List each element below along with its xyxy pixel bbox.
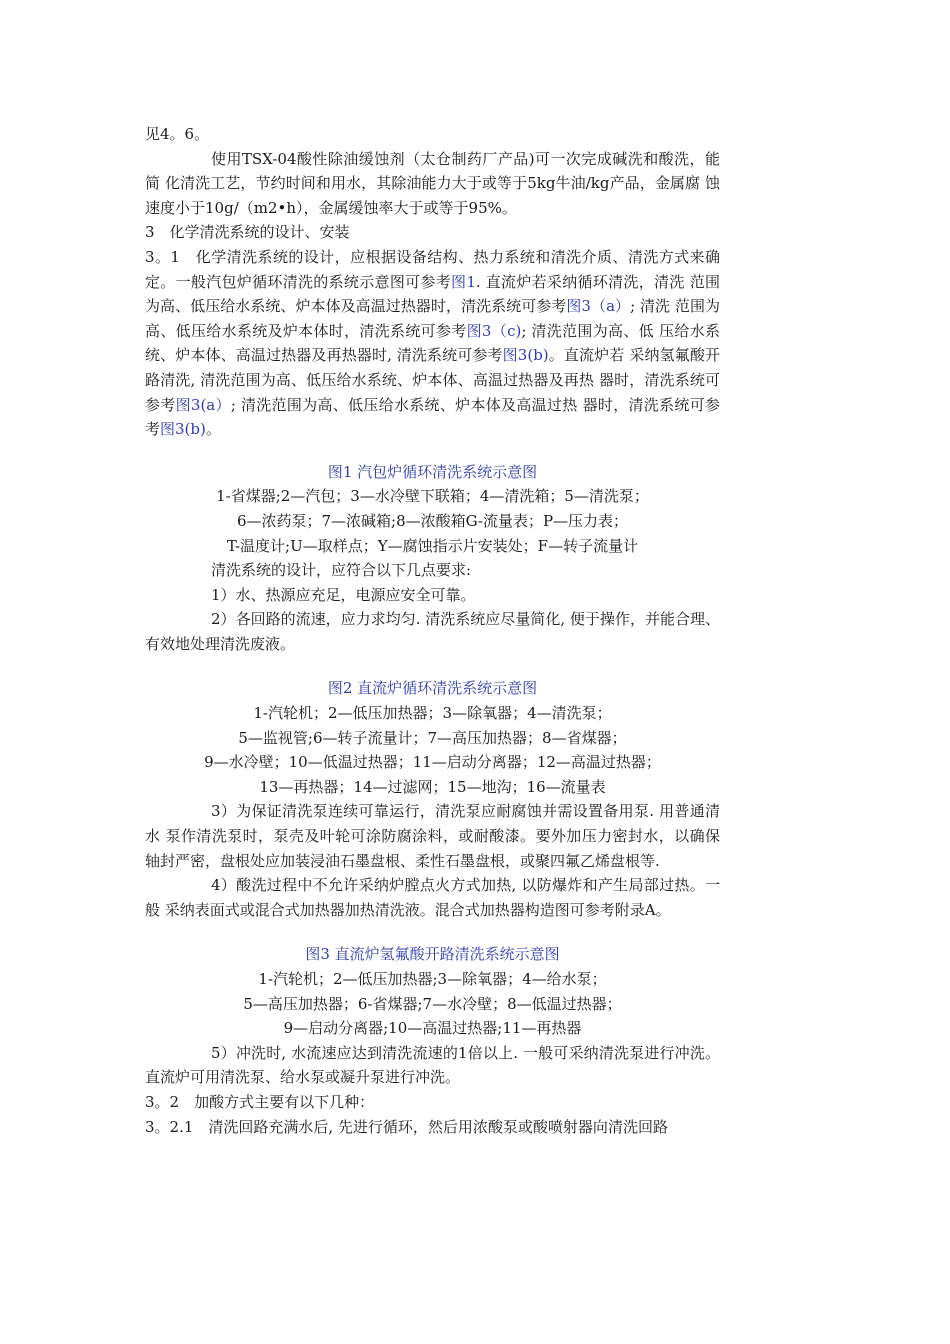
figure-2-caption: 图2 直流炉循环清洗系统示意图 xyxy=(327,679,538,698)
section-heading-3: 3 化学清洗系统的设计、安装 xyxy=(145,223,350,242)
requirements-intro: 清洗系统的设计，应符合以下几点要求: xyxy=(211,561,472,580)
requirement-4: 4）酸洗过程中不允许采纳炉膛点火方式加热, 以防爆炸和产生局部过热。一般 采纳表面式或混合式加热器加热清洗液。混合式加热器构造图可参考附录A。 xyxy=(145,876,720,919)
figure-link-1[interactable]: 图1 xyxy=(451,272,476,291)
spacer xyxy=(145,656,720,676)
figure-1-caption: 图1 汽包炉循环清洗系统示意图 xyxy=(327,462,538,481)
figure-link-3c[interactable]: 图3（c) xyxy=(466,321,522,340)
figure-link-3b[interactable]: 图3(b) xyxy=(160,420,206,439)
paragraph-3-1 xyxy=(145,245,720,442)
spacer xyxy=(145,922,720,942)
figure-2-legend-line: 9—水冷壁；10—低温过热器；11—启动分离器；12—高温过热器； xyxy=(204,753,661,772)
requirement-5: 5）冲洗时, 水流速应达到清洗流速的1倍以上. 一般可采纳清洗泵进行冲洗。 直流炉可用清洗泵、给水泵或凝升泵进行冲洗。 xyxy=(145,1043,720,1087)
figure-1-legend-line: 1-省煤器;2—汽包；3—水冷壁下联箱；4—清洗箱；5—清洗泵； xyxy=(216,487,649,506)
figure-1-legend-line: 6—浓药泵；7—浓碱箱;8—浓酸箱G-流量表；P—压力表； xyxy=(236,511,629,530)
text-run: ; 清洗 范围为高、低压给水系统及炉本体时，清洗系统可参考 xyxy=(145,297,720,340)
figure-3-caption: 图3 直流炉氢氟酸开路清洗系统示意图 xyxy=(305,945,560,964)
text-line: 见4。6。 xyxy=(145,125,210,143)
figure-1-legend-line: T-温度计;U—取样点；Y—腐蚀指示片安装处；F—转子流量计 xyxy=(226,536,639,555)
text-run: 。直流炉若 采纳氢氟酸开路清洗, 清洗范围为高、低压给水系统、炉本体、高温过热器及再热 器时，清洗系统可参考 xyxy=(145,346,720,414)
text-run: 3。1 化学清洗系统的设计，应根据设备结构、热力系统和清洗介质、清洗方式来确 定。一般汽包炉循环清洗的系统示意图可参考 xyxy=(145,247,720,291)
figure-3-legend-line: 5—高压加热器；6-省煤器;7—水冷壁；8—低温过热器； xyxy=(243,994,622,1013)
figure-link-3b[interactable]: 图3(b) xyxy=(502,346,549,365)
figure-2-legend-line: 1-汽轮机；2—低压加热器；3—除氧器；4—清洗泵； xyxy=(253,704,612,723)
figure-3-legend-line: 1-汽轮机；2—低压加热器;3—除氧器；4—给水泵； xyxy=(258,970,607,988)
requirement-2: 2）各回路的流速，应力求均匀. 清洗系统应尽量简化, 便于操作，并能合理、 有效地处理清洗废液。 xyxy=(145,610,720,653)
figure-2-legend-line: 5—监视管;6—转子流量计；7—高压加热器；8—省煤器； xyxy=(238,728,627,747)
figure-3-legend-line: 9—启动分离器;10—高温过热器;11—再热器 xyxy=(283,1019,582,1038)
figure-link-3a[interactable]: 图3(a） xyxy=(175,395,231,414)
paragraph-tsx04: 使用TSX-04酸性除油缓蚀剂（太仓制药厂产品)可一次完成碱洗和酸洗，能简 化清洗工艺，节约时间和用水，其除油能力大于或等于5kg牛油/kg产品，金属腐 蚀速度小于10g/（m2•h），金属缓蚀率大于或等于95%。 xyxy=(145,149,720,217)
text-run: ; 清洗范围为高、低 压给水系统、炉本体、高温过热器及再热器时, 清洗系统可参考 xyxy=(145,321,721,365)
document-page xyxy=(145,122,720,1139)
figure-link-3a[interactable]: 图3（a） xyxy=(566,297,631,316)
text-run: . 直流炉若采纳循环清洗，清洗 范围为高、低压给水系统、炉本体及高温过热器时，清洗系统可参考 xyxy=(145,272,720,316)
spacer xyxy=(145,442,720,460)
section-3-2-1: 3。2.1 清洗回路充满水后, 先进行循环，然后用浓酸泵或酸喷射器向清洗回路 xyxy=(145,1117,668,1136)
section-3-2: 3。2 加酸方式主要有以下几种： xyxy=(145,1092,375,1111)
requirement-1: 1）水、热源应充足，电源应安全可靠。 xyxy=(211,585,476,604)
text-run: ; 清洗范围为高、低压给水系统、炉本体及高温过热 器时，清洗系统可参考 xyxy=(145,395,720,439)
figure-2-legend-line: 13—再热器；14—过滤网；15—地沟；16—流量表 xyxy=(259,777,606,796)
requirement-3: 3）为保证清洗泵连续可靠运行，清洗泵应耐腐蚀并需设置备用泵. 用普通清水 泵作清洗泵时，泵壳及叶轮可涂防腐涂料，或耐酸漆。要外加压力密封水，以确保 轴封严密，盘根处应加装浸油石墨盘根、柔性石墨盘根，或聚四氟乙烯盘根等. xyxy=(145,802,720,870)
text-run: 。 xyxy=(205,420,221,439)
